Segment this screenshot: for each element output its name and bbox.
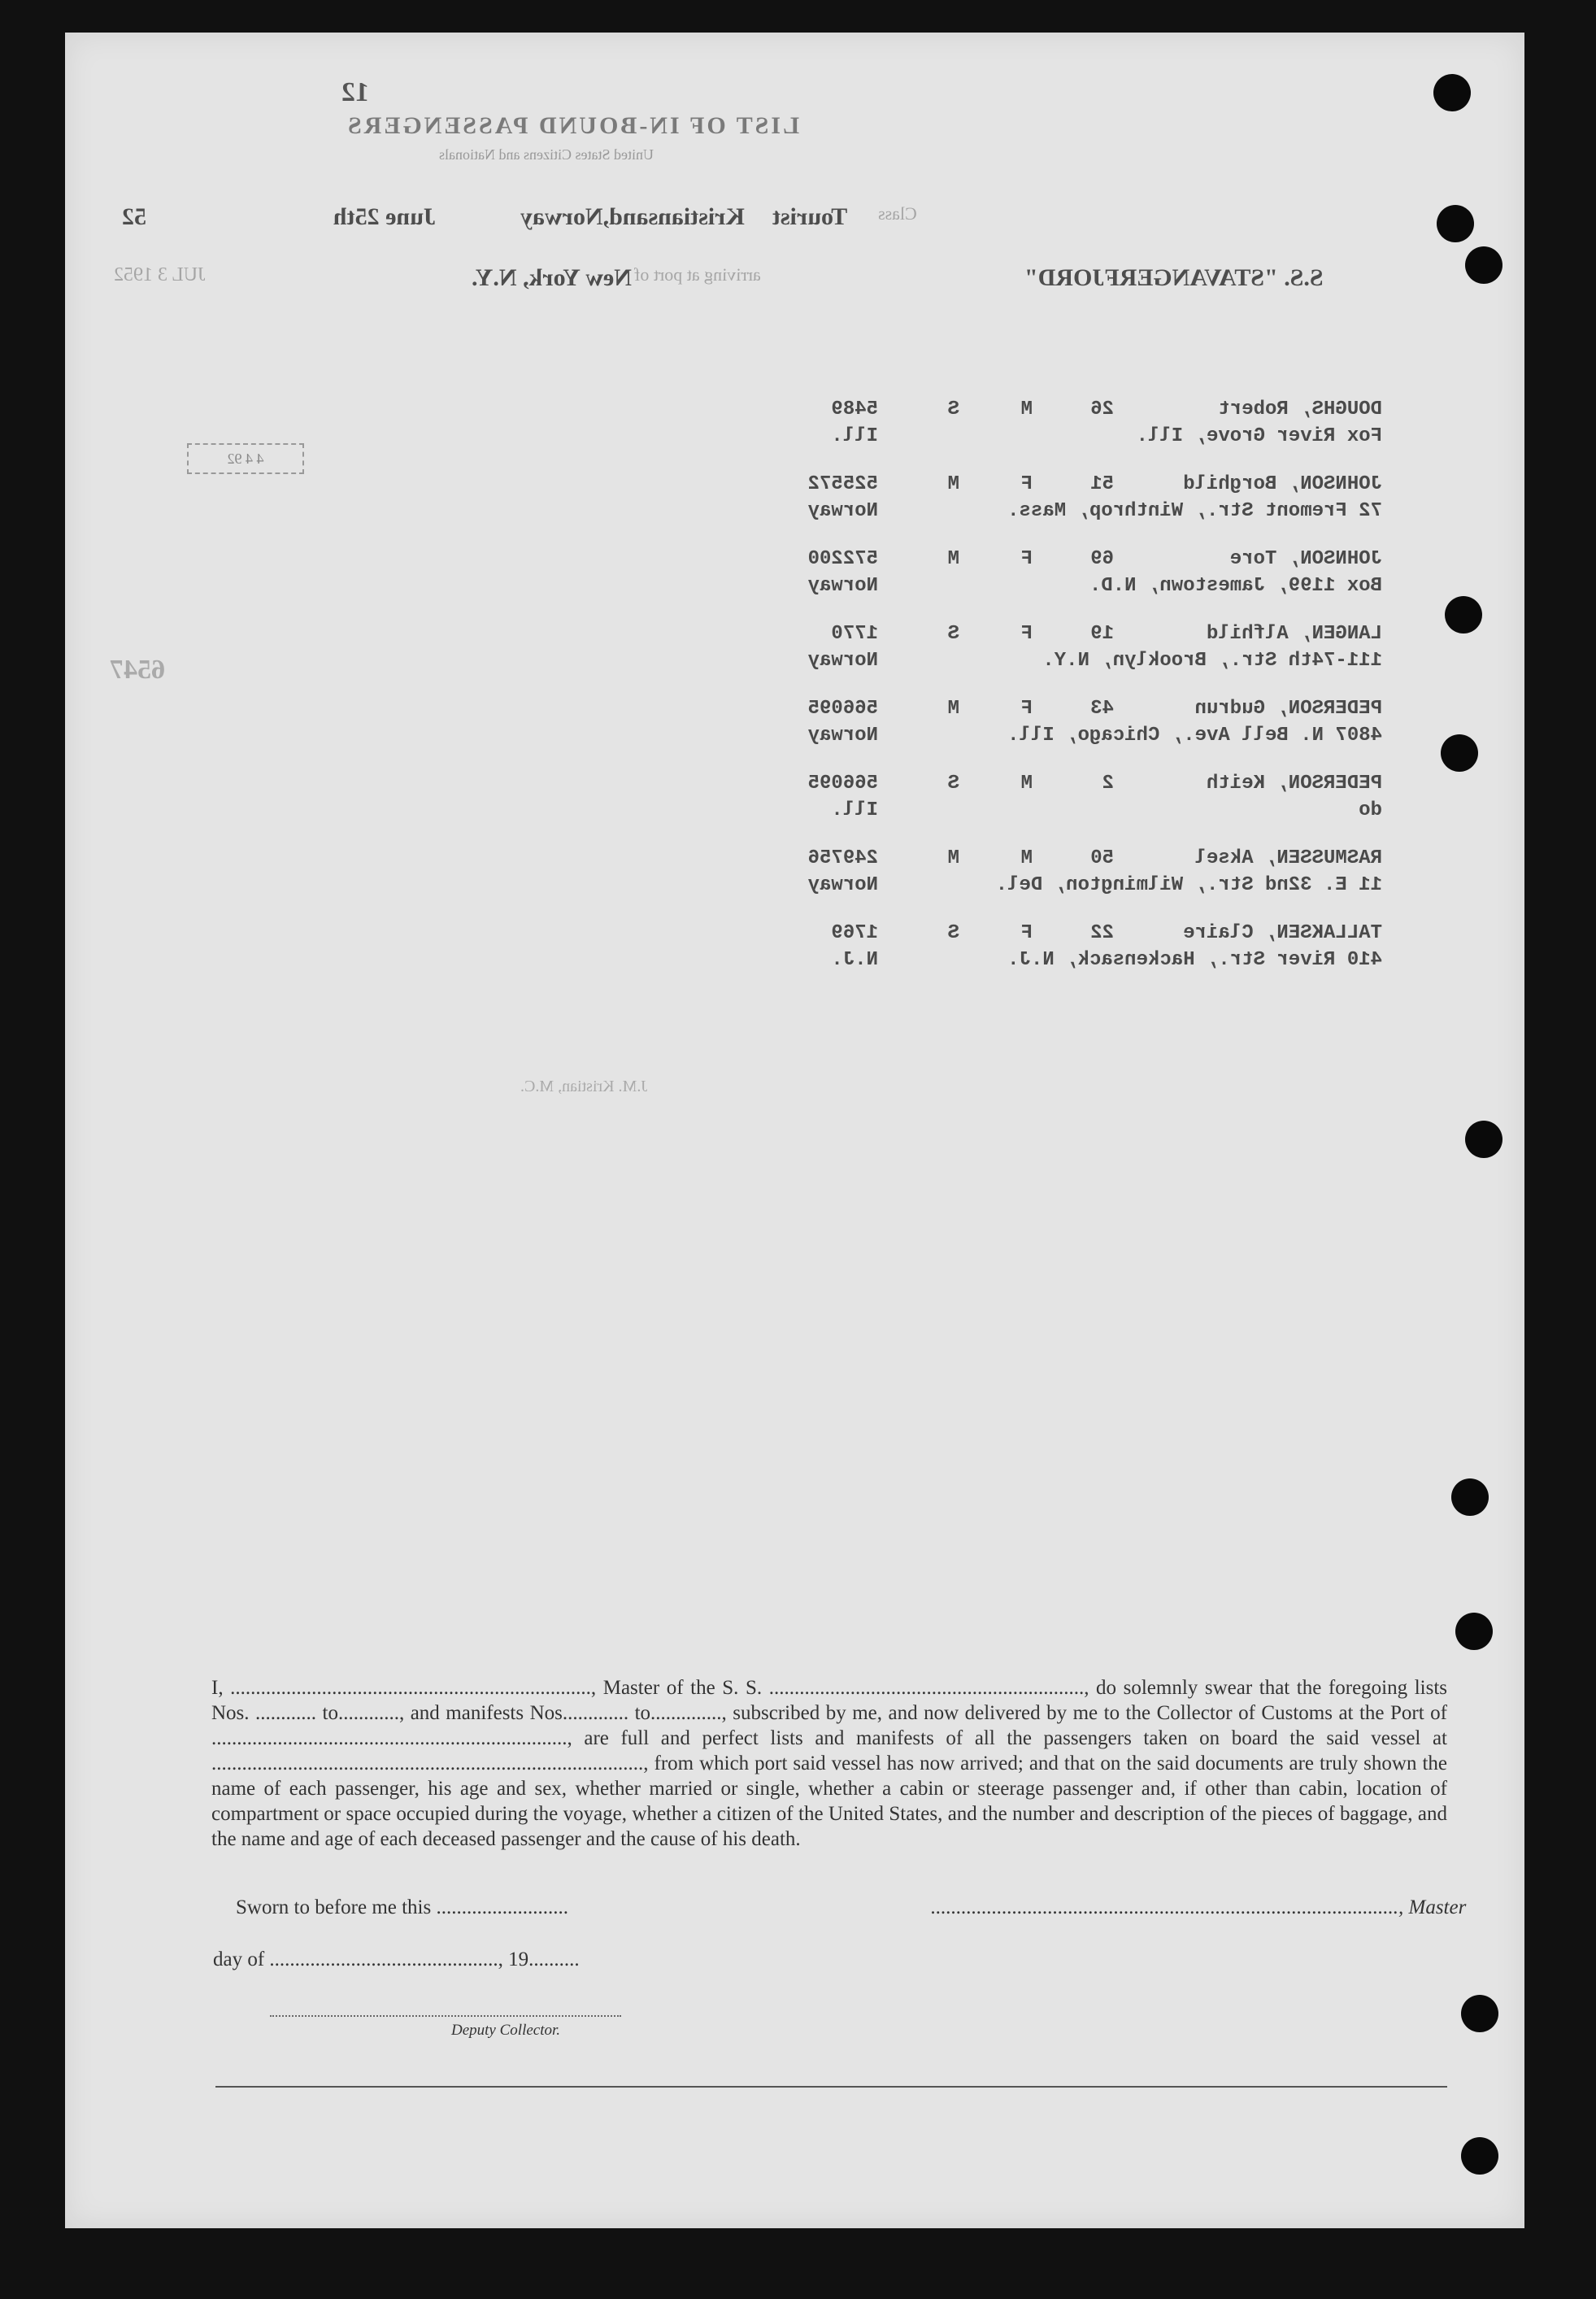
passenger-row	[732, 623, 1382, 680]
passenger-place: Ill.	[831, 799, 878, 821]
passenger-place: Norway	[807, 575, 878, 597]
passenger-marital: M	[947, 548, 959, 570]
stamp-box: 4 4 92	[187, 443, 304, 474]
passenger-age: 22	[1090, 922, 1114, 944]
punch-hole	[1433, 74, 1471, 111]
passenger-name: TALLAKSEN, Claire	[1183, 922, 1382, 944]
faint-signature-line: J.M. Kristian, M.C.	[520, 1078, 648, 1095]
passenger-number: 5489	[831, 398, 878, 420]
passenger-number: 566095	[807, 698, 878, 720]
punch-hole	[1455, 1613, 1493, 1650]
punch-hole	[1465, 246, 1503, 284]
passenger-sex: F	[1020, 548, 1033, 570]
punch-hole	[1461, 1995, 1498, 2032]
passenger-row	[732, 398, 1382, 455]
passenger-age: 69	[1090, 548, 1114, 570]
passenger-address: Fox River Grove, Ill.	[1136, 425, 1382, 447]
passenger-age: 51	[1090, 473, 1114, 495]
punch-hole	[1451, 1478, 1489, 1516]
passenger-address: do	[1359, 799, 1382, 821]
sworn-line: Sworn to before me this ..........................	[236, 1896, 568, 1918]
passenger-address: 11 E. 32nd Str., Wilmington, Del.	[995, 874, 1382, 896]
passenger-age: 26	[1090, 398, 1114, 420]
passenger-name: JOHNSON, Tore	[1229, 548, 1382, 570]
passenger-place: N.J.	[831, 949, 878, 971]
passenger-marital: M	[947, 473, 959, 495]
punch-hole	[1461, 2137, 1498, 2175]
manifest-sheet	[65, 33, 1524, 2228]
passenger-place: Norway	[807, 874, 878, 896]
passenger-sex: F	[1020, 698, 1033, 720]
passenger-row	[732, 922, 1382, 979]
passenger-sex: M	[1020, 773, 1033, 795]
passenger-place: Norway	[807, 500, 878, 522]
master-signature-line: ............................................................................................, Master	[931, 1896, 1467, 1918]
page-number: 12	[341, 77, 369, 107]
vessel-name: S.S. "STAVANGERFJORD"	[1024, 264, 1324, 291]
passenger-number: 249756	[807, 847, 878, 869]
passenger-address: 4807 N. Bell Ave., Chicago, Ill.	[1007, 725, 1382, 747]
passenger-sex: M	[1020, 398, 1033, 420]
passenger-age: 2	[1102, 773, 1114, 795]
deputy-collector-label: Deputy Collector.	[451, 2022, 561, 2039]
passenger-marital: M	[947, 847, 959, 869]
passenger-number: 1770	[831, 623, 878, 645]
passenger-row	[732, 698, 1382, 755]
passenger-row	[732, 773, 1382, 829]
passenger-age: 19	[1090, 623, 1114, 645]
passenger-sex: F	[1020, 473, 1033, 495]
passenger-sex: M	[1020, 847, 1033, 869]
stamp-number: 6547	[110, 655, 165, 685]
list-title: LIST OF IN-BOUND PASSENGERS	[346, 112, 800, 139]
passenger-marital: M	[947, 698, 959, 720]
arrival-port: New York, N.Y.	[472, 264, 632, 291]
passenger-place: Norway	[807, 725, 878, 747]
arriving-label: arriving at port of	[634, 264, 761, 285]
passenger-sex: F	[1020, 922, 1033, 944]
passenger-marital: S	[947, 623, 959, 645]
departure-port: Kristiansand,Norway	[520, 203, 745, 230]
passenger-name: DOUGHS, Robert	[1218, 398, 1382, 420]
punch-hole	[1441, 734, 1478, 772]
passenger-place: Ill.	[831, 425, 878, 447]
passenger-address: 72 Fremont Str., Winthrop, Mass.	[1007, 500, 1382, 522]
passenger-marital: S	[947, 922, 959, 944]
passenger-name: JOHNSON, Borghild	[1183, 473, 1382, 495]
passenger-number: 572200	[807, 548, 878, 570]
class-value: Tourist	[772, 203, 848, 230]
passenger-marital: S	[947, 773, 959, 795]
passenger-address: Box 1199, Jamestown, N.D.	[1089, 575, 1382, 597]
passenger-number: 525572	[807, 473, 878, 495]
passenger-marital: S	[947, 398, 959, 420]
passenger-address: 111-74th Str., Brooklyn, N.Y.	[1042, 650, 1382, 672]
passenger-number: 566095	[807, 773, 878, 795]
punch-hole	[1437, 205, 1474, 242]
list-subtitle: United States Citizens and Nationals	[439, 146, 654, 163]
deputy-signature-line	[270, 2015, 621, 2017]
punch-hole	[1445, 596, 1482, 634]
punch-hole	[1465, 1121, 1503, 1158]
passenger-row	[732, 847, 1382, 904]
passenger-age: 43	[1090, 698, 1114, 720]
arrival-stamp: JUL 3 1952	[114, 264, 206, 285]
passenger-name: LANGEN, Alfhild	[1206, 623, 1382, 645]
bottom-rule	[215, 2086, 1447, 2088]
passenger-row	[732, 548, 1382, 605]
passenger-address: 410 River Str., Hackensack, N.J.	[1007, 949, 1382, 971]
passenger-place: Norway	[807, 650, 878, 672]
departure-date: June 25th	[333, 203, 436, 230]
voyage-year: 52	[122, 203, 146, 230]
passenger-age: 50	[1090, 847, 1114, 869]
passenger-name: RASMUSSEN, Aksel	[1194, 847, 1382, 869]
oath-paragraph: I, ......................................................................., Master of the S. S. .............................................................., do solemnly swear that the foregoing lists Nos. ............ to............, and manifests Nos............. to.............., subscribed by me, and now delivered by me to the Collector of Customs at the Port of ......................................................................, are full and perfect lists and manifests of all the passengers taken on board the said vessel at ....................................................................................., from which port said vessel has now arrived; and that on the said documents are truly shown the name of each passenger, his age and sex, whether married or single, whether a cabin or steerage passenger and, if other than cabin, location of compartment or space occupied during the voyage, whether a citizen of the United States, and the number and description of the pieces of baggage, and the name and age of each deceased passenger and the cause of his death.	[211, 1677, 1447, 1850]
day-of-line: day of ............................................., 19..........	[213, 1948, 580, 1970]
passenger-number: 1769	[831, 922, 878, 944]
passenger-sex: F	[1020, 623, 1033, 645]
passenger-name: PEDERSON, Keith	[1206, 773, 1382, 795]
passenger-row	[732, 473, 1382, 530]
class-label: Class	[878, 203, 917, 224]
passenger-name: PEDERSON, Gudrun	[1194, 698, 1382, 720]
